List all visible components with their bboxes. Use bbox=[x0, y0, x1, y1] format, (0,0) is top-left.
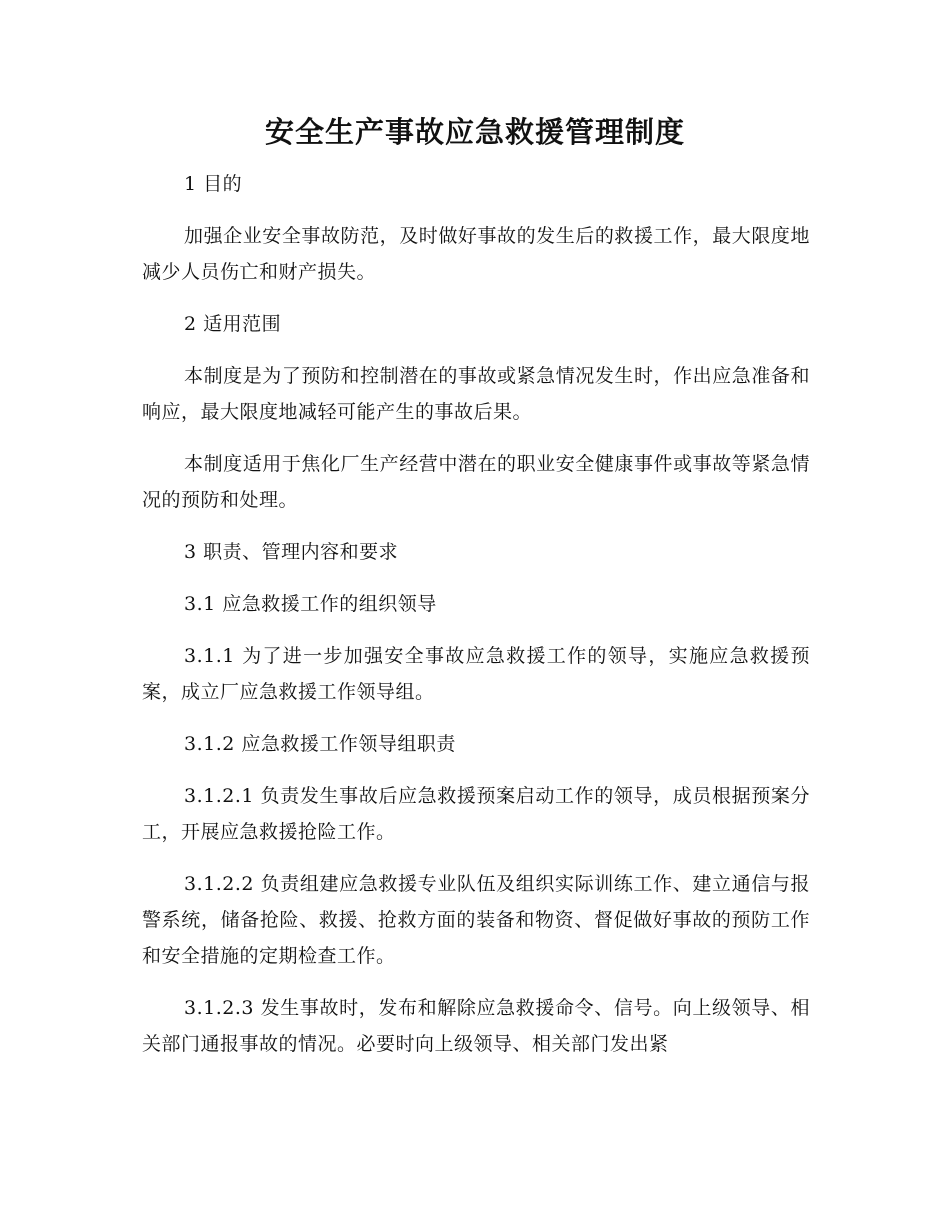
section-heading-purpose: 1 目的 bbox=[184, 173, 243, 195]
section-heading-scope: 2 适用范围 bbox=[184, 313, 282, 335]
section-heading-responsibilities: 3 职责、管理内容和要求 bbox=[184, 541, 399, 563]
subsection-heading-3-1-2: 3.1.2 应急救援工作领导组职责 bbox=[184, 733, 456, 755]
subsection-heading-3-1: 3.1 应急救援工作的组织领导 bbox=[184, 593, 437, 615]
document-title: 安全生产事故应急救援管理制度 bbox=[264, 115, 685, 149]
paragraph-3-1-2-3: 3.1.2.3 发生事故时，发布和解除应急救援命令、信号。向上级领导、相关部门通报事故的情况。必要时向上级领导、相关部门发出紧 bbox=[142, 997, 810, 1055]
paragraph-3-1-1: 3.1.1 为了进一步加强安全事故应急救援工作的领导，实施应急救援预案，成立厂应急救援工作领导组。 bbox=[142, 645, 810, 703]
paragraph-scope-1: 本制度是为了预防和控制潜在的事故或紧急情况发生时，作出应急准备和响应，最大限度地减轻可能产生的事故后果。 bbox=[142, 365, 810, 423]
paragraph-3-1-2-2: 3.1.2.2 负责组建应急救援专业队伍及组织实际训练工作、建立通信与报警系统，储备抢险、救援、抢救方面的装备和物资、督促做好事故的预防工作和安全措施的定期检查工作。 bbox=[142, 873, 810, 967]
paragraph-3-1-2-1: 3.1.2.1 负责发生事故后应急救援预案启动工作的领导，成员根据预案分工，开展应急救援抢险工作。 bbox=[142, 785, 810, 843]
paragraph-purpose: 加强企业安全事故防范，及时做好事故的发生后的救援工作，最大限度地减少人员伤亡和财产损失。 bbox=[142, 225, 810, 283]
document-body bbox=[142, 166, 810, 1078]
paragraph-scope-2: 本制度适用于焦化厂生产经营中潜在的职业安全健康事件或事故等紧急情况的预防和处理。 bbox=[142, 453, 810, 511]
